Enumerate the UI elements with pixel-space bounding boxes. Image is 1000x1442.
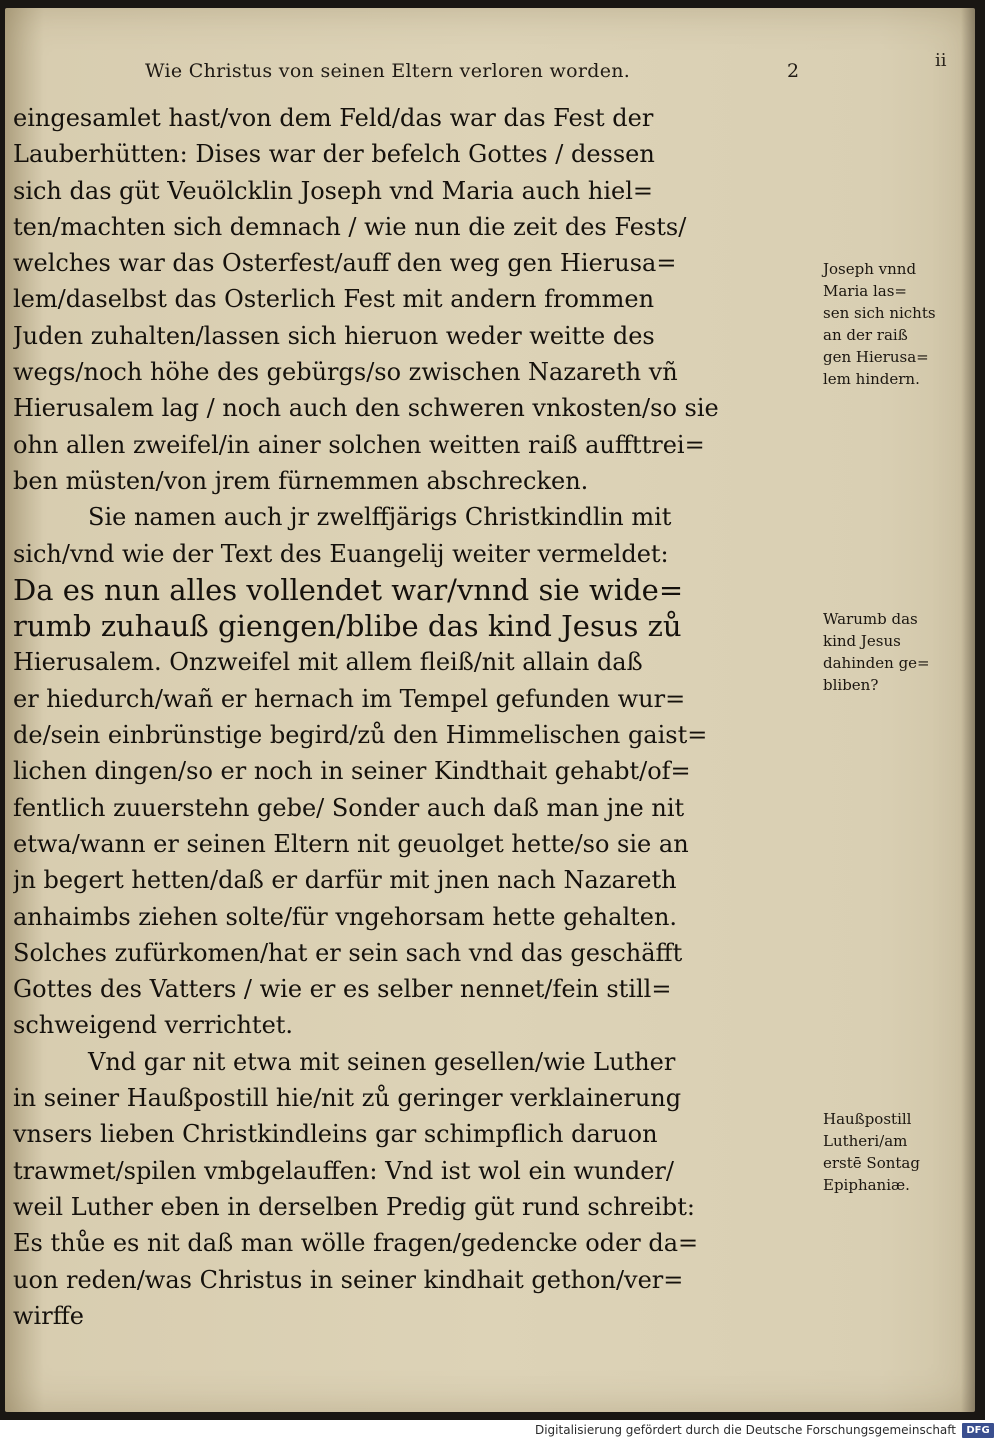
text-line: ten/machten sich demnach / wie nun die zeit des Fests/ <box>13 212 687 241</box>
footer-credit: Digitalisierung gefördert durch die Deutsche Forschungsgemeinschaft <box>534 1423 956 1437</box>
page-number: 2 <box>787 60 800 82</box>
text-line: lem/daselbst das Osterlich Fest mit andern frommen <box>13 285 655 314</box>
text-line: weil Luther eben in derselben Predig güt rund schreibt: <box>13 1192 696 1221</box>
margin-note-line: gen Hierusa= <box>823 348 929 366</box>
margin-note-line: Joseph vnnd <box>823 260 917 278</box>
text-line: wegs/noch höhe des gebürgs/so zwischen Nazareth vñ <box>13 358 678 387</box>
text-line: Vnd gar nit etwa mit seinen gesellen/wie Luther <box>88 1047 676 1076</box>
margin-note-line: Epiphaniæ. <box>823 1176 910 1194</box>
text-line: Da es nun alles vollendet war/vnnd sie wide= <box>13 572 684 607</box>
text-line: lichen dingen/so er noch in seiner Kindthait gehabt/of= <box>13 757 691 786</box>
text-line: eingesamlet hast/von dem Feld/das war das Fest der <box>13 104 654 132</box>
text-line: ben müsten/von jrem fürnemmen abschrecken. <box>13 466 589 495</box>
text-line: Es thůe es nit daß man wölle fragen/gedencke oder da= <box>13 1229 699 1258</box>
text-line: trawmet/spilen vmbgelauffen: Vnd ist wol ein wunder/ <box>13 1156 674 1185</box>
margin-note-line: lem hindern. <box>823 370 920 388</box>
text-line: jn begert hetten/daß er darfür mit jnen nach Nazareth <box>13 866 677 895</box>
margin-note-1 <box>823 258 936 390</box>
text-line: Hierusalem lag / noch auch den schweren vnkosten/so sie <box>13 394 719 423</box>
book-page <box>5 8 975 1412</box>
text-line: anhaimbs ziehen solte/für vngehorsam hette gehalten. <box>13 902 678 931</box>
page-edge-shadow <box>961 8 975 1412</box>
text-line: Solches zufürkomen/hat er sein sach vnd das geschäfft <box>13 938 683 967</box>
text-line: Juden zuhalten/lassen sich hieruon weder weitte des <box>13 321 655 350</box>
running-head: Wie Christus von seinen Eltern verloren worden. <box>145 60 631 82</box>
margin-note-line: Lutheri/am <box>823 1132 908 1150</box>
text-line: vnsers lieben Christkindleins gar schimpflich daruon <box>13 1120 658 1149</box>
text-line: er hiedurch/wañ er hernach im Tempel gefunden wur= <box>13 684 686 713</box>
text-line: schweigend verrichtet. <box>13 1011 294 1040</box>
text-line: in seiner Haußpostill hie/nit zů geringer verklainerung <box>13 1084 682 1113</box>
margin-note-line: kind Jesus <box>823 632 901 650</box>
text-line: Lauberhütten: Dises war der befelch Gottes / dessen <box>13 140 655 169</box>
margin-note-line: bliben? <box>823 676 879 694</box>
text-line: ohn allen zweifel/in ainer solchen weitten raiß auffttrei= <box>13 430 705 459</box>
body-text <box>13 100 823 1334</box>
text-line: welches war das Osterfest/auff den weg gen Hierusa= <box>13 249 677 278</box>
text-line: Gottes des Vatters / wie er es selber nennet/fein still= <box>13 975 672 1004</box>
text-line: uon reden/was Christus in seiner kindhait gethon/ver= <box>13 1265 684 1294</box>
dfg-logo: DFG <box>962 1423 994 1438</box>
text-line: sich das güt Veuölcklin Joseph vnd Maria auch hiel= <box>13 176 653 205</box>
text-line: etwa/wann er seinen Eltern nit geuolget hette/so sie an <box>13 829 689 858</box>
margin-note-line: Maria las= <box>823 282 907 300</box>
text-line: fentlich zuuerstehn gebe/ Sonder auch daß man jne nit <box>13 793 685 822</box>
text-line: Sie namen auch jr zwelffjärigs Christkindlin mit <box>88 503 672 532</box>
margin-note-line: dahinden ge= <box>823 654 930 672</box>
text-line: rumb zuhauß giengen/blibe das kind Jesus zů <box>13 609 682 644</box>
margin-note-2 <box>823 608 930 696</box>
margin-note-line: erstē Sontag <box>823 1154 920 1172</box>
margin-note-line: Haußpostill <box>823 1110 912 1128</box>
text-line: Hierusalem. Onzweifel mit allem fleiß/nit allain daß <box>13 648 643 677</box>
footer-bar <box>0 1420 1000 1442</box>
text-line: de/sein einbrünstige begird/zů den Himmelischen gaist= <box>13 721 708 750</box>
margin-note-line: Warumb das <box>823 610 918 628</box>
margin-note-line: an der raiß <box>823 326 908 344</box>
text-line: sich/vnd wie der Text des Euangelij weiter vermeldet: <box>13 539 669 568</box>
text-line: wirffe <box>13 1301 84 1330</box>
margin-note-3 <box>823 1108 920 1196</box>
margin-note-line: sen sich nichts <box>823 304 936 322</box>
corner-mark: ⅱ <box>935 50 947 71</box>
